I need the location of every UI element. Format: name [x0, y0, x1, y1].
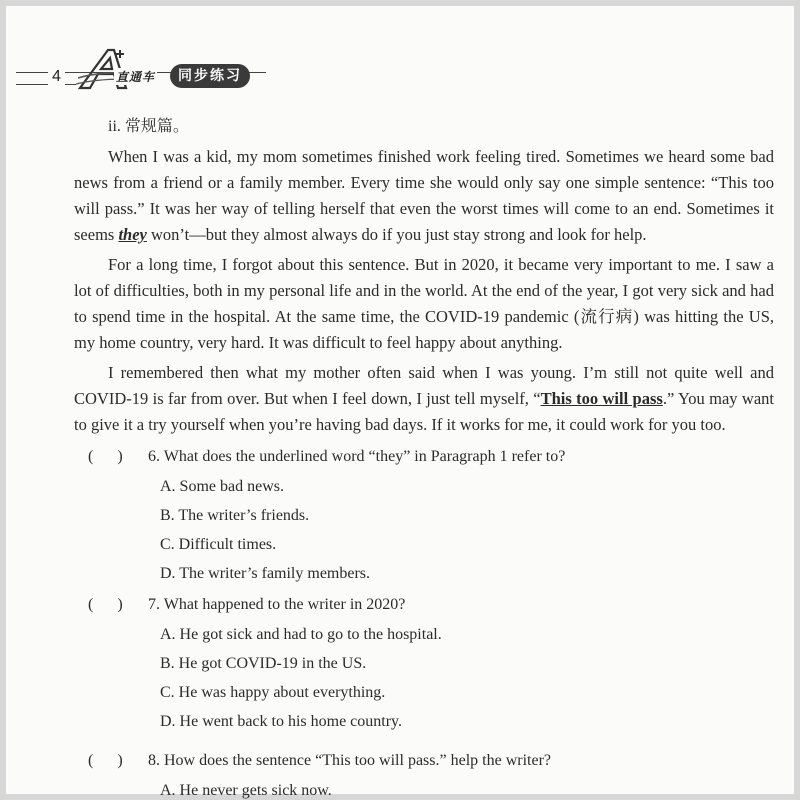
question-7: [74, 592, 774, 736]
option-6-c[interactable]: C. Difficult times.: [160, 536, 277, 553]
page-number: 4: [48, 68, 65, 86]
option-6-a[interactable]: A. Some bad news.: [160, 478, 284, 495]
options-6: [74, 472, 774, 588]
passage-paragraph-1: [74, 144, 774, 248]
worksheet-content: [74, 114, 774, 800]
p3-text-before: I remembered then what my mother often said when I was young. I’m still not quite well and COVID-19 is far from over. But when I feel down, I just tell myself, “: [74, 363, 774, 408]
question-6: [74, 444, 774, 588]
option-6-b[interactable]: B. The writer’s friends.: [160, 507, 310, 524]
p1-text-after: won’t—but they almost always do if you just stay strong and look for help.: [146, 225, 647, 244]
section-heading: ii. 常规篇。: [108, 118, 189, 135]
underlined-word-they: they: [118, 225, 147, 244]
option-7-d[interactable]: D. He went back to his home country.: [160, 713, 403, 730]
p1-text-before: When I was a kid, my mom sometimes finished work feeling tired. Sometimes we heard some bad news from a friend or a family member. Every time she would only say one simple sentence: “This too will pass.” It was her way of telling herself that even the worst times will come to an end. Sometimes it seems: [74, 147, 774, 244]
question-8: [74, 748, 774, 800]
header-rule-lower: [16, 84, 76, 85]
p3-text-after: .” You may want to give it a try yourself when you’re having bad days. If it works for me, it could work for you too.: [74, 389, 774, 434]
series-title-badge: 同步练习: [170, 64, 250, 88]
reading-passage: [74, 144, 774, 438]
options-8: [74, 776, 774, 800]
passage-paragraph-2: For a long time, I forgot about this sentence. But in 2020, it became very important to me. I saw a lot of difficulties, both in my personal life and in the world. At the end of the year, I got very sick and had to spend time in the hospital. At the same time, the COVID-19 pandemic (流行病) was hitting the US, my home country, very hard. It was difficult to feel happy about anything.: [74, 255, 774, 352]
question-stem-6: 6. What does the underlined word “they” in Paragraph 1 refer to?: [148, 448, 566, 465]
answer-blank-7[interactable]: ( ): [88, 596, 123, 613]
option-7-c[interactable]: C. He was happy about everything.: [160, 684, 386, 701]
logo-text: 直通车: [116, 70, 156, 84]
answer-blank-8[interactable]: ( ): [88, 752, 123, 769]
question-stem-8: 8. How does the sentence “This too will pass.” help the writer?: [148, 752, 551, 769]
option-7-a[interactable]: A. He got sick and had to go to the hospital.: [160, 626, 442, 643]
option-6-d[interactable]: D. The writer’s family members.: [160, 565, 371, 582]
answer-blank-6[interactable]: ( ): [88, 448, 123, 465]
option-8-a[interactable]: A. He never gets sick now.: [160, 782, 332, 799]
question-stem-7: 7. What happened to the writer in 2020?: [148, 596, 406, 613]
underlined-phrase: This too will pass: [540, 389, 663, 408]
option-7-b[interactable]: B. He got COVID-19 in the US.: [160, 655, 367, 672]
options-7: [74, 620, 774, 736]
passage-paragraph-3: [74, 360, 774, 438]
